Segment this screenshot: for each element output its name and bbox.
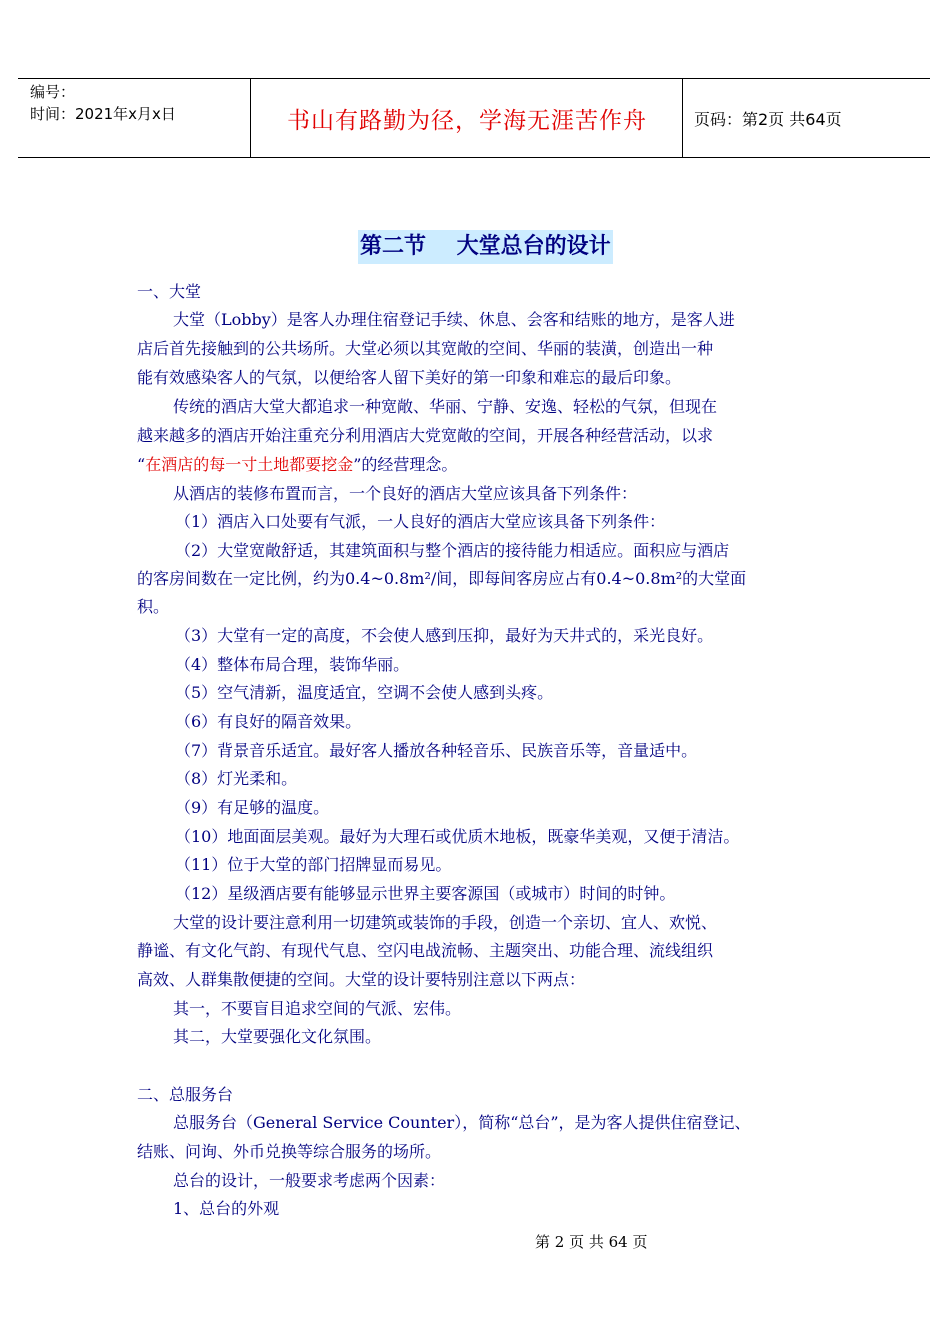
number-label: 编号： [30, 83, 76, 101]
header-page-info: 页码：第2页 共64页 [694, 109, 842, 129]
paragraph-line: 传统的酒店大堂大都追求一种宽敞、华丽、宁静、安逸、轻松的气氛，但现在 [173, 397, 718, 416]
list-item: （8）灯光柔和。 [175, 769, 298, 788]
header-divider [250, 79, 251, 157]
quote-open: “ [137, 455, 146, 474]
list-item-continued: 的客房间数在一定比例，约为0.4~0.8m²/间，即每间客房应占有0.4~0.8m²的大堂面 [137, 569, 747, 588]
paragraph-line: 从酒店的装修布置而言，一个良好的酒店大堂应该具备下列条件： [173, 484, 638, 503]
time-label: 时间：2021年x月x日 [30, 105, 176, 123]
paragraph-line: 店后首先接触到的公共场所。大堂必须以其宽敞的空间、华丽的装潢，创造出一种 [137, 339, 714, 358]
header-meta [30, 81, 176, 125]
paragraph-line: 越来越多的酒店开始注重充分利用酒店大党宽敞的空间，开展各种经营活动，以求 [137, 426, 714, 445]
list-item: （9）有足够的温度。 [175, 798, 330, 817]
section-title: 第二节 大堂总台的设计 [358, 230, 613, 264]
page-header [18, 78, 930, 158]
list-item: （7）背景音乐适宜。最好客人播放各种轻音乐、民族音乐等，音量适中。 [175, 741, 698, 760]
list-item: （5）空气清新，温度适宜，空调不会使人感到头疼。 [175, 683, 554, 702]
list-item: （12）星级酒店要有能够显示世界主要客源国（或城市）时间的时钟。 [175, 884, 676, 903]
list-item: （6）有良好的隔音效果。 [175, 712, 362, 731]
paragraph-line: 大堂的设计要注意利用一切建筑或装饰的手段，创造一个亲切、宜人、欢悦、 [173, 913, 718, 932]
list-item-continued: 积。 [137, 597, 170, 616]
heading-lobby: 一、大堂 [137, 282, 202, 301]
paragraph-line: 总台的设计，一般要求考虑两个因素： [173, 1171, 446, 1190]
header-motto: 书山有路勤为径，学海无涯苦作舟 [287, 107, 647, 134]
list-item: （11）位于大堂的部门招牌显而易见。 [175, 855, 452, 874]
page-footer: 第 2 页 共 64 页 [535, 1233, 648, 1251]
list-item: （3）大堂有一定的高度，不会使人感到压抑，最好为天井式的，采光良好。 [175, 626, 714, 645]
paragraph-line: 大堂（Lobby）是客人办理住宿登记手续、休息、会客和结账的地方，是客人进 [173, 310, 735, 329]
paragraph-line: 能有效感染客人的气氛，以便给客人留下美好的第一印象和难忘的最后印象。 [137, 368, 682, 387]
paragraph-line: 结账、问询、外币兑换等综合服务的场所。 [137, 1142, 442, 1161]
paragraph-line: 高效、人群集散便捷的空间。大堂的设计要特别注意以下两点： [137, 970, 586, 989]
list-item: （1）酒店入口处要有气派，一人良好的酒店大堂应该具备下列条件： [175, 512, 666, 531]
heading-front-desk: 二、总服务台 [137, 1085, 234, 1104]
paragraph-line: 其二，大堂要强化文化氛围。 [173, 1027, 382, 1046]
paragraph-line: 其一，不要盲目追求空间的气派、宏伟。 [173, 999, 462, 1018]
paragraph-line: 1、总台的外观 [173, 1199, 280, 1218]
header-divider [682, 79, 683, 157]
list-item: （10）地面面层美观。最好为大理石或优质木地板，既豪华美观，又便于清洁。 [175, 827, 740, 846]
paragraph-line: 总服务台（General Service Counter），简称“总台”，是为客人提供住宿登记、 [173, 1113, 751, 1132]
list-item: （2）大堂宽敞舒适，其建筑面积与整个酒店的接待能力相适应。面积应与酒店 [175, 541, 730, 560]
quote-close: ”的经营理念。 [353, 455, 458, 474]
highlighted-quote: 在酒店的每一寸土地都要挖金 [145, 455, 354, 474]
list-item: （4）整体布局合理，装饰华丽。 [175, 655, 410, 674]
paragraph-line [137, 455, 827, 475]
paragraph-line: 静谧、有文化气韵、有现代气息、空闪电战流畅、主题突出、功能合理、流线组织 [137, 941, 714, 960]
